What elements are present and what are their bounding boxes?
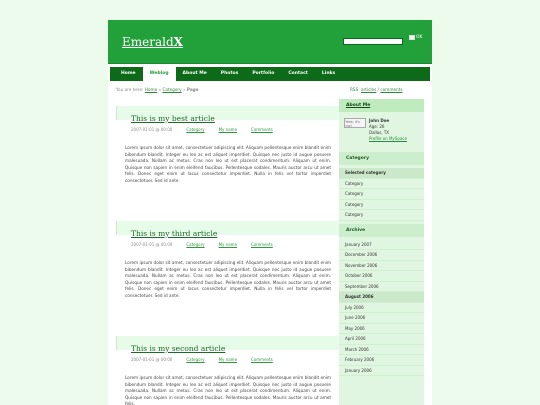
article-meta — [131, 357, 340, 362]
article-category-link[interactable]: Category — [186, 127, 205, 132]
about-city: Dallas, TX — [369, 130, 390, 135]
article-author-link[interactable]: My name — [218, 127, 238, 132]
article-author-link[interactable]: My name — [218, 242, 238, 247]
rss-articles-link[interactable]: articles — [360, 87, 377, 92]
category-item[interactable]: Category — [339, 189, 424, 200]
article-title-link[interactable]: This is my second article — [131, 344, 226, 353]
category-item[interactable]: Category — [339, 200, 424, 211]
article-header — [116, 221, 340, 238]
site-header — [108, 20, 432, 64]
rss-comments-link[interactable]: comments — [380, 87, 403, 92]
archive-item[interactable]: June 2006 — [339, 313, 424, 324]
article-meta — [131, 242, 340, 247]
breadcrumb: You are here: Home » Category » Page — [116, 87, 199, 92]
article-body: Lorem ipsum dolor sit amet, consectetuer adipiscing elit. Aliquam pellentesque enim blandit enim bibendum blandit. Integer eu leo ac est aliquet imperdiet. Quisque nec justo id augue posuere malesuada. Nullam ac metus. Cras non leo ut est placerat condimentum. Aliquam ut enim. Quisque non sapien in enim eleifend faucibus. Pellentesque sodales. Mauris auctor arcu ut amet felis. Donec eget enim ut lacus consectetur imperdiet. Nulla in felis vel tortor imperdiet consectetuer. Sed id ante. — [125, 260, 331, 298]
nav-item-photos[interactable]: Photos — [220, 71, 239, 76]
archive-item[interactable]: May 2006 — [339, 324, 424, 335]
page-wrapper — [108, 20, 432, 405]
broken-image-icon — [409, 35, 415, 40]
article-comments-link[interactable]: Comments — [251, 127, 273, 132]
about-box — [339, 112, 424, 152]
archive-item[interactable]: December 2006 — [339, 250, 424, 261]
article-meta — [131, 127, 340, 132]
archive-item[interactable]: July 2006 — [339, 303, 424, 314]
article-category-link[interactable]: Category — [186, 242, 205, 247]
archive-item-selected[interactable]: August 2006 — [339, 292, 424, 303]
profile-link[interactable]: Profile on MySpace — [369, 136, 407, 141]
category-heading: Category — [339, 152, 424, 165]
main-nav — [110, 67, 430, 81]
article-header — [116, 336, 340, 353]
article — [116, 336, 340, 405]
avatar: Yeah, it's me! — [344, 118, 366, 128]
archive-item[interactable]: October 2006 — [339, 271, 424, 282]
archive-item[interactable]: November 2006 — [339, 261, 424, 272]
archive-item[interactable]: February 2006 — [339, 355, 424, 366]
archive-item[interactable]: September 2006 — [339, 282, 424, 293]
article-date: 2007-01-01 @ 00:00 — [131, 242, 173, 247]
about-heading[interactable]: About Me — [339, 99, 424, 112]
category-item[interactable]: Category — [339, 179, 424, 190]
nav-item-links[interactable]: Links — [321, 71, 336, 76]
rss-links: RSS: articles / comments — [350, 87, 403, 92]
article-header — [116, 106, 340, 123]
article-author-link[interactable]: My name — [218, 357, 238, 362]
nav-item-home[interactable]: Home — [121, 71, 136, 76]
category-item[interactable]: Category — [339, 210, 424, 221]
about-age: Age: 26 — [369, 124, 385, 129]
article-date: 2007-01-01 @ 00:00 — [131, 357, 173, 362]
category-item-selected[interactable]: Selected category — [339, 168, 424, 179]
archive-item[interactable]: March 2006 — [339, 345, 424, 356]
article-title-link[interactable]: This is my best article — [131, 114, 215, 123]
breadcrumb-current: Page — [186, 87, 199, 92]
article — [116, 221, 340, 299]
article-body: Lorem ipsum dolor sit amet, consectetuer adipiscing elit. Aliquam pellentesque enim blandit enim bibendum blandit. Integer eu leo ac est aliquet imperdiet. Quisque nec justo id augue posuere malesuada. Nullam ac metus. Cras non leo ut est placerat condimentum. Aliquam ut enim. Quisque non sapien in enim eleifend faucibus. Pellentesque sodales. Mauris auctor arcu ut amet felis. — [125, 375, 331, 405]
nav-item-portfolio[interactable]: Portfolio — [252, 71, 275, 76]
article-comments-link[interactable]: Comments — [251, 357, 273, 362]
archive-heading: Archive — [339, 224, 424, 237]
sidebar — [339, 99, 424, 405]
nav-item-weblog[interactable]: Weblog — [143, 67, 176, 81]
article-category-link[interactable]: Category — [186, 357, 205, 362]
archive-item[interactable]: April 2006 — [339, 334, 424, 345]
site-logo[interactable]: EmeraldX — [122, 35, 183, 49]
article-comments-link[interactable]: Comments — [251, 242, 273, 247]
article-date: 2007-01-01 @ 00:00 — [131, 127, 173, 132]
nav-item-about[interactable]: About Me — [182, 71, 207, 76]
archive-item[interactable]: January 2006 — [339, 366, 424, 377]
archive-list — [339, 237, 424, 380]
search-button[interactable]: OK — [409, 35, 423, 40]
category-list — [339, 165, 424, 224]
search-input[interactable] — [343, 38, 403, 45]
breadcrumb-category[interactable]: Category — [162, 87, 182, 92]
article-body: Lorem ipsum dolor sit amet, consectetuer adipiscing elit. Aliquam pellentesque enim blandit enim bibendum blandit. Integer eu leo ac est aliquet imperdiet. Quisque nec justo id augue posuere malesuada. Nullam ac metus. Cras non leo ut est placerat condimentum. Aliquam ut enim. Quisque non sapien in enim eleifend faucibus. Pellentesque sodales. Mauris auctor arcu ut amet felis. Donec eget enim ut lacus consectetur imperdiet. Nulla in felis vel tortor imperdiet consectetuer. Sed id ante. — [125, 145, 331, 183]
about-name: John Doe — [369, 118, 390, 123]
about-details — [369, 118, 407, 142]
breadcrumb-home[interactable]: Home — [144, 87, 158, 92]
archive-item[interactable]: January 2007 — [339, 240, 424, 251]
nav-item-contact[interactable]: Contact — [288, 71, 308, 76]
article-title-link[interactable]: This is my third article — [131, 229, 218, 238]
article — [116, 106, 340, 184]
